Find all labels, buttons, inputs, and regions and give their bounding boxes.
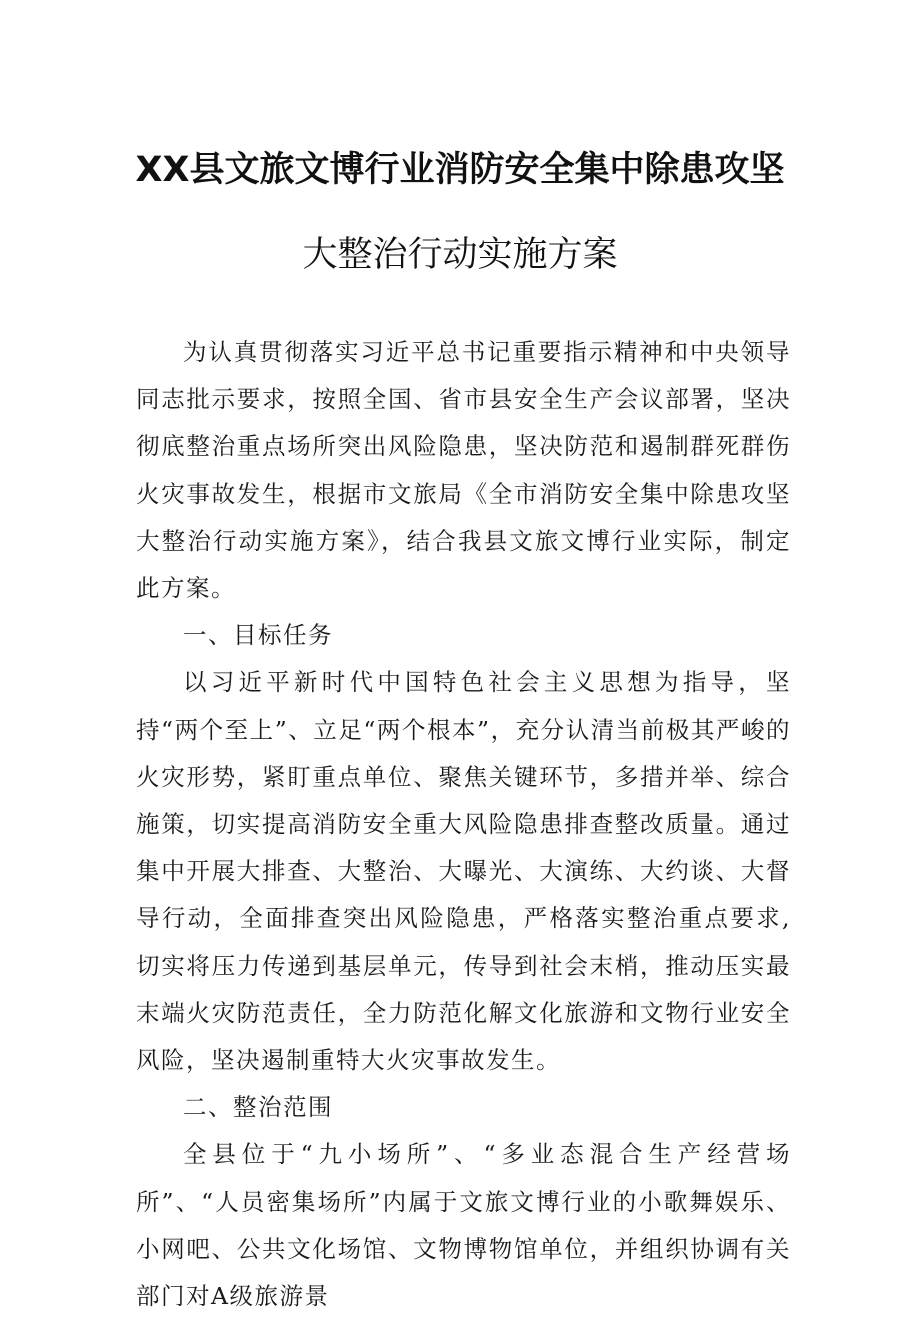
intro-paragraph: 为认真贯彻落实习近平总书记重要指示精神和中央领导同志批示要求，按照全国、省市县安全生产会议部署，坚决彻底整治重点场所突出风险隐患，坚决防范和遏制群死群伤火灾事故发生，根据市文旅局《全市消防安全集中除患攻坚大整治行动实施方案》，结合我县文旅文博行业实际，制定此方案。	[136, 338, 791, 603]
section-heading-scope: 二、整治范围	[183, 1093, 333, 1122]
scope-paragraph: 全县位于“九小场所”、“多业态混合生产经营场所”、“人员密集场所”内属于文旅文博行业的小歌舞娱乐、小网吧、公共文化场馆、文物博物馆单位，并组织协调有关部门对A级旅游景	[136, 1140, 791, 1311]
goals-paragraph: 以习近平新时代中国特色社会主义思想为指导，坚持“两个至上”、立足“两个根本”，充分认清当前极其严峻的火灾形势，紧盯重点单位、聚焦关键环节，多措并举、综合施策，切实提高消防安全重大风险隐患排查整改质量。通过集中开展大排查、大整治、大曝光、大演练、大约谈、大督导行动，全面排查突出风险隐患，严格落实整治重点要求,切实将压力传递到基层单元，传导到社会末梢，推动压实最末端火灾防范责任，全力防范化解文化旅游和文物行业安全风险，坚决遏制重特大火灾事故发生。	[136, 668, 791, 1075]
document-body	[136, 329, 791, 1320]
document-title-line1: XX县文旅文博行业消防安全集中除患攻坚	[135, 150, 785, 190]
document-title-line2: 大整治行动实施方案	[302, 235, 618, 275]
section-heading-goals: 一、目标任务	[183, 621, 333, 650]
